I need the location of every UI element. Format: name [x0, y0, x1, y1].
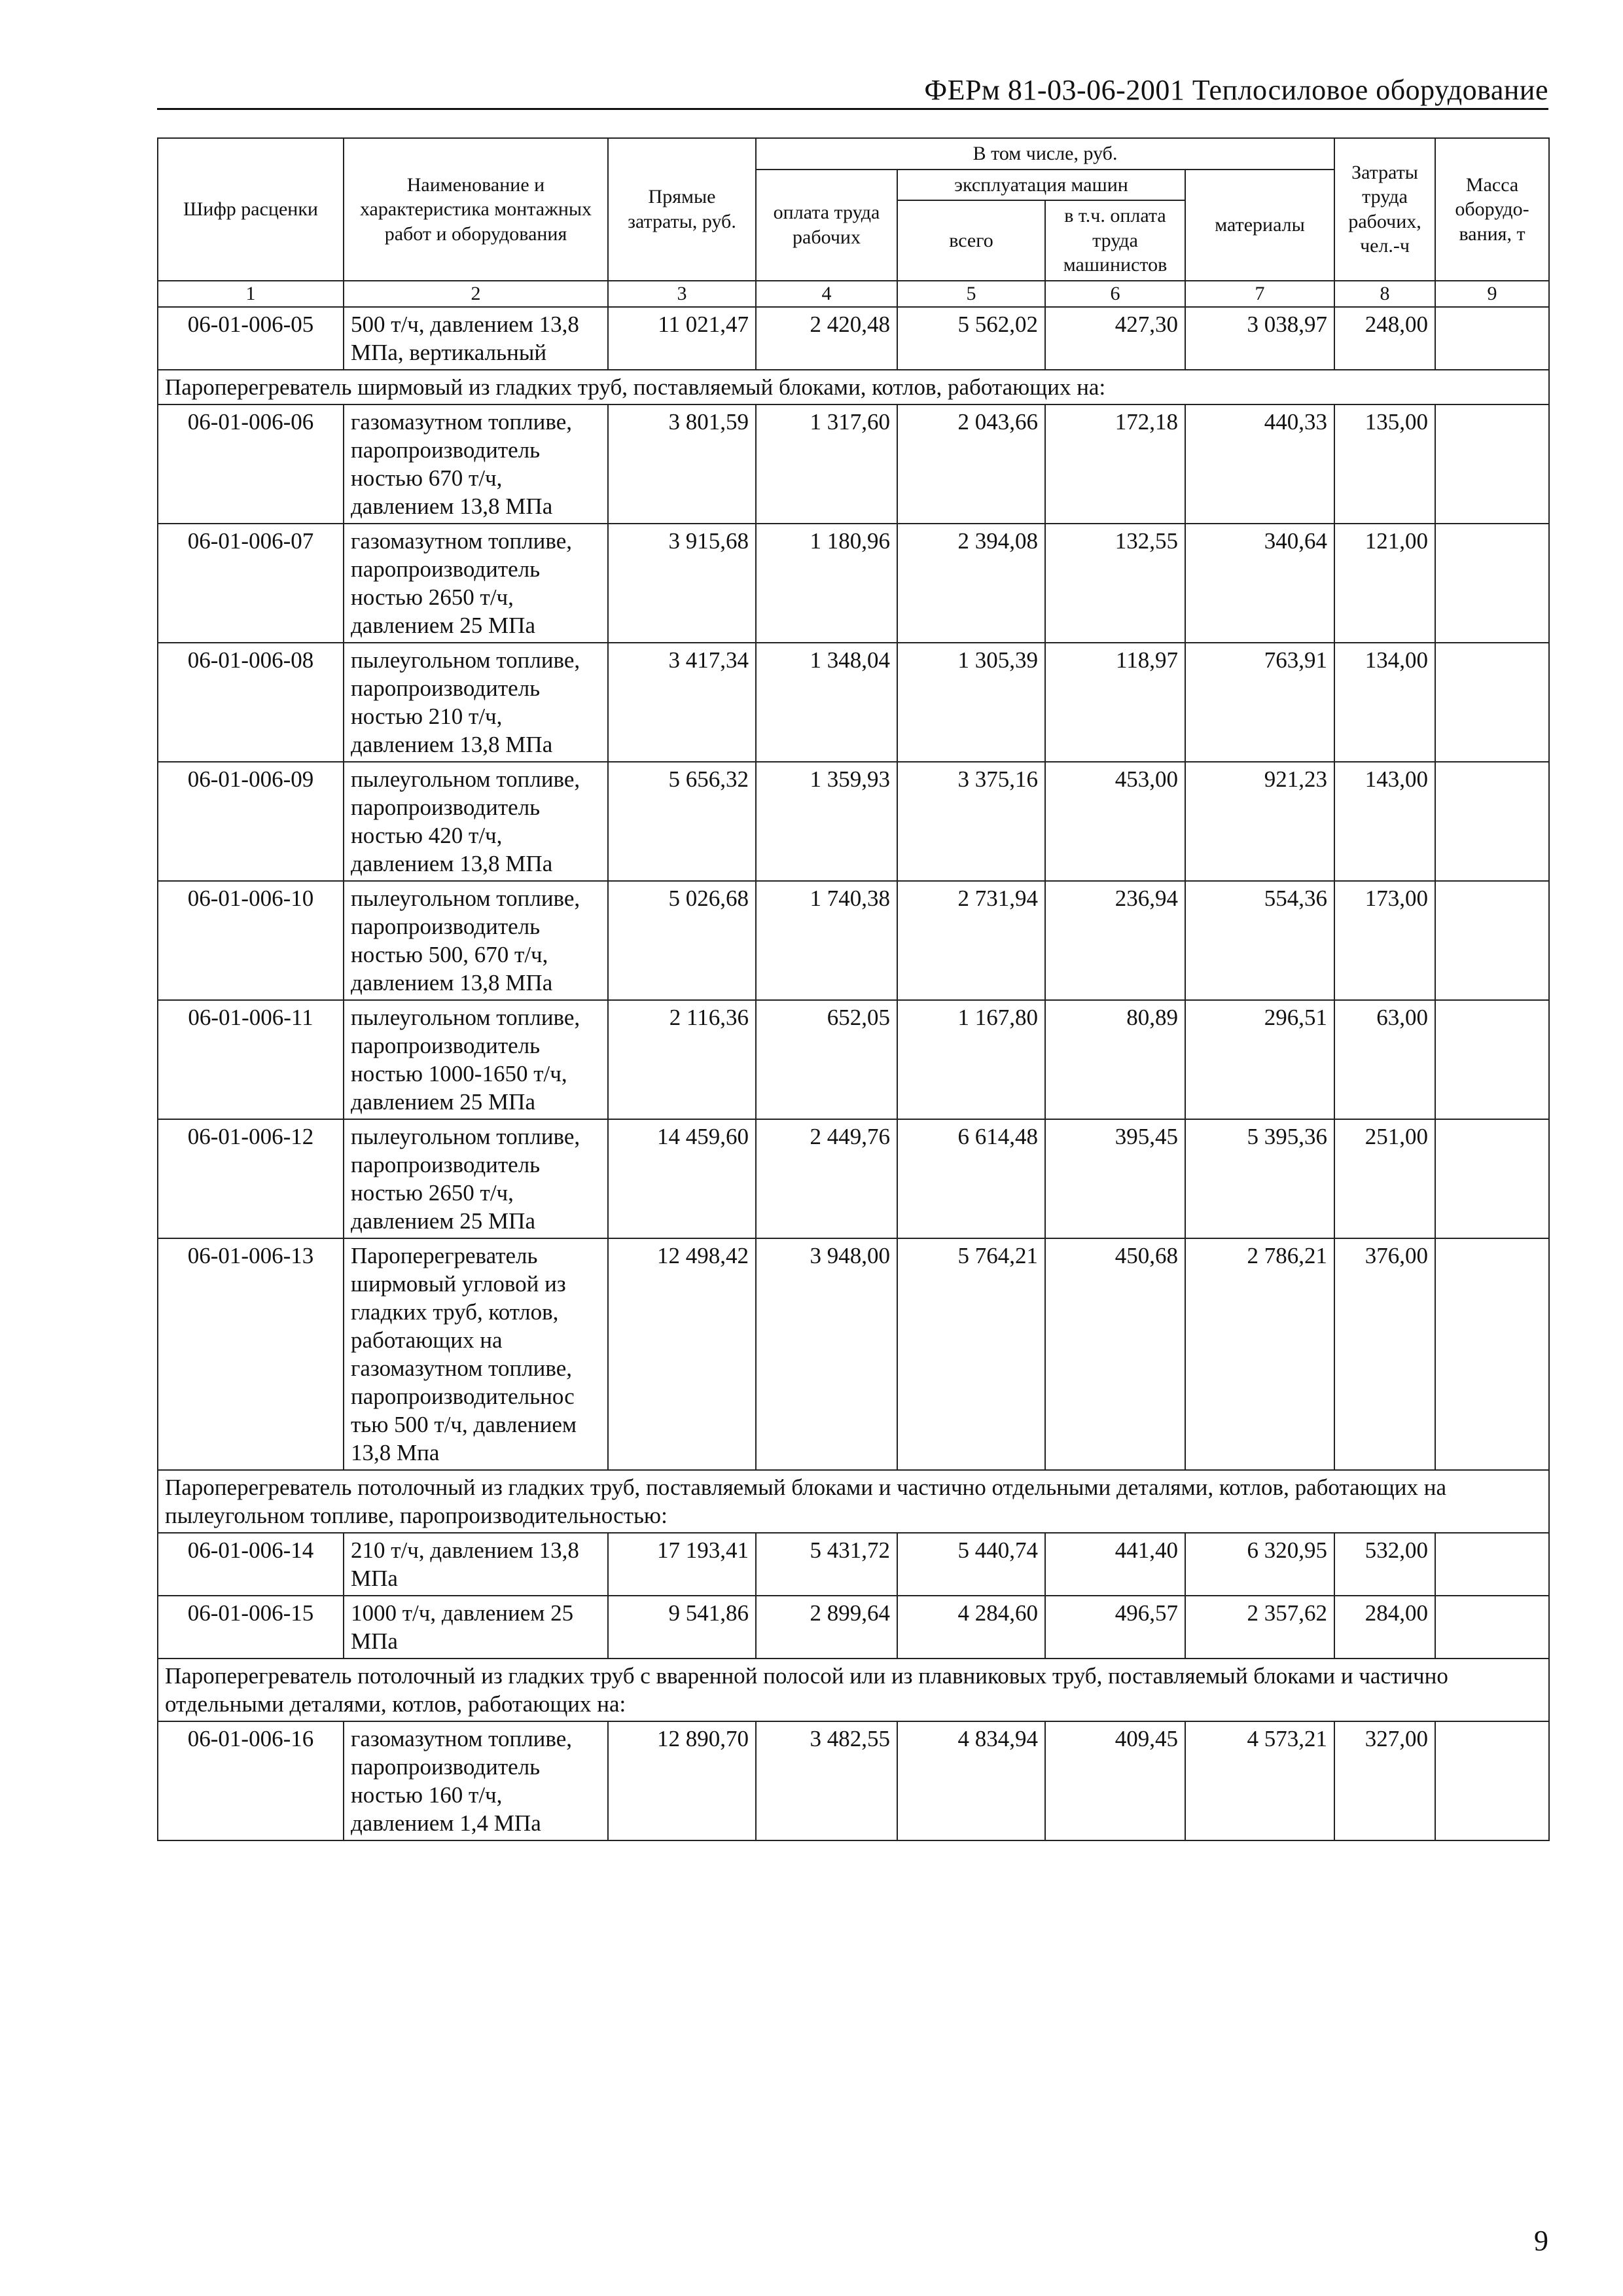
equipment-mass — [1435, 1119, 1549, 1238]
machines-total: 6 614,48 — [897, 1119, 1045, 1238]
labor-pay: 2 420,48 — [756, 307, 897, 370]
work-name: 500 т/ч, давлением 13,8 МПа, вертикальный — [344, 307, 608, 370]
labor-pay: 1 359,93 — [756, 762, 897, 881]
machines-total: 1 167,80 — [897, 1000, 1045, 1119]
header-labor-pay: оплата труда рабочих — [756, 170, 897, 281]
work-name: газомазутном топливе, паропроизводитель ностью 160 т/ч, давлением 1,4 МПа — [344, 1721, 608, 1840]
column-number: 8 — [1334, 281, 1435, 307]
materials-cost: 296,51 — [1185, 1000, 1334, 1119]
work-name: газомазутном топливе, паропроизводитель ностью 670 т/ч, давлением 13,8 МПа — [344, 404, 608, 524]
direct-costs: 5 656,32 — [608, 762, 756, 881]
header-machine-operation: эксплуатация машин — [897, 170, 1185, 201]
labor-hours: 121,00 — [1334, 524, 1435, 643]
rate-code: 06-01-006-10 — [158, 881, 344, 1000]
labor-pay: 1 348,04 — [756, 643, 897, 762]
column-number: 3 — [608, 281, 756, 307]
table-row — [158, 1596, 1549, 1659]
header-name: Наименование и характеристика монтажных работ и оборудования — [344, 138, 608, 281]
machinist-pay: 236,94 — [1045, 881, 1185, 1000]
machines-total: 2 731,94 — [897, 881, 1045, 1000]
labor-pay: 1 740,38 — [756, 881, 897, 1000]
work-name: пылеугольном топливе, паропроизводитель ностью 420 т/ч, давлением 13,8 МПа — [344, 762, 608, 881]
direct-costs: 3 417,34 — [608, 643, 756, 762]
table-row — [158, 524, 1549, 643]
labor-pay: 3 482,55 — [756, 1721, 897, 1840]
table-row — [158, 1119, 1549, 1238]
header-direct-costs: Прямые затраты, руб. — [608, 138, 756, 281]
labor-hours: 532,00 — [1334, 1533, 1435, 1596]
materials-cost: 5 395,36 — [1185, 1119, 1334, 1238]
direct-costs: 2 116,36 — [608, 1000, 756, 1119]
rate-code: 06-01-006-12 — [158, 1119, 344, 1238]
rate-code: 06-01-006-08 — [158, 643, 344, 762]
header-divider — [157, 108, 1548, 110]
column-number: 4 — [756, 281, 897, 307]
rate-code: 06-01-006-13 — [158, 1238, 344, 1470]
equipment-mass — [1435, 1238, 1549, 1470]
materials-cost: 6 320,95 — [1185, 1533, 1334, 1596]
labor-hours: 135,00 — [1334, 404, 1435, 524]
header-equipment-mass: Масса оборудо- вания, т — [1435, 138, 1549, 281]
materials-cost: 3 038,97 — [1185, 307, 1334, 370]
rate-code: 06-01-006-06 — [158, 404, 344, 524]
materials-cost: 554,36 — [1185, 881, 1334, 1000]
table-row — [158, 1238, 1549, 1470]
materials-cost: 340,64 — [1185, 524, 1334, 643]
column-number-row — [158, 281, 1549, 307]
work-name: 1000 т/ч, давлением 25 МПа — [344, 1596, 608, 1659]
direct-costs: 12 498,42 — [608, 1238, 756, 1470]
equipment-mass — [1435, 404, 1549, 524]
header-labor-hours: Затраты труда рабочих, чел.-ч — [1334, 138, 1435, 281]
machinist-pay: 441,40 — [1045, 1533, 1185, 1596]
group-heading-row — [158, 1659, 1549, 1721]
machines-total: 1 305,39 — [897, 643, 1045, 762]
materials-cost: 4 573,21 — [1185, 1721, 1334, 1840]
direct-costs: 11 021,47 — [608, 307, 756, 370]
labor-pay: 3 948,00 — [756, 1238, 897, 1470]
labor-hours: 248,00 — [1334, 307, 1435, 370]
machinist-pay: 496,57 — [1045, 1596, 1185, 1659]
group-heading-row — [158, 370, 1549, 404]
table-row — [158, 762, 1549, 881]
rate-code: 06-01-006-11 — [158, 1000, 344, 1119]
table-row — [158, 404, 1549, 524]
machinist-pay: 450,68 — [1045, 1238, 1185, 1470]
equipment-mass — [1435, 1000, 1549, 1119]
direct-costs: 9 541,86 — [608, 1596, 756, 1659]
materials-cost: 921,23 — [1185, 762, 1334, 881]
machines-total: 2 043,66 — [897, 404, 1045, 524]
equipment-mass — [1435, 524, 1549, 643]
labor-hours: 173,00 — [1334, 881, 1435, 1000]
direct-costs: 3 801,59 — [608, 404, 756, 524]
labor-pay: 5 431,72 — [756, 1533, 897, 1596]
group-heading: Пароперегреватель ширмовый из гладких труб, поставляемый блоками, котлов, работающих на: — [158, 370, 1549, 404]
column-number: 1 — [158, 281, 344, 307]
page-number: 9 — [1534, 2225, 1548, 2257]
equipment-mass — [1435, 643, 1549, 762]
machinist-pay: 395,45 — [1045, 1119, 1185, 1238]
table-row — [158, 1533, 1549, 1596]
equipment-mass — [1435, 1533, 1549, 1596]
machinist-pay: 172,18 — [1045, 404, 1185, 524]
rate-code: 06-01-006-14 — [158, 1533, 344, 1596]
rate-code: 06-01-006-05 — [158, 307, 344, 370]
rates-table — [157, 137, 1550, 1841]
machinist-pay: 453,00 — [1045, 762, 1185, 881]
table-header — [158, 138, 1549, 307]
machines-total: 3 375,16 — [897, 762, 1045, 881]
column-number: 9 — [1435, 281, 1549, 307]
work-name: пылеугольном топливе, паропроизводитель ностью 1000-1650 т/ч, давлением 25 МПа — [344, 1000, 608, 1119]
machines-total: 2 394,08 — [897, 524, 1045, 643]
table-row — [158, 643, 1549, 762]
document-title: ФЕРм 81-03-06-2001 Теплосиловое оборудование — [924, 74, 1548, 106]
header-including: В том числе, руб. — [756, 138, 1334, 170]
machines-total: 4 284,60 — [897, 1596, 1045, 1659]
work-name: 210 т/ч, давлением 13,8 МПа — [344, 1533, 608, 1596]
labor-pay: 2 449,76 — [756, 1119, 897, 1238]
table-row — [158, 881, 1549, 1000]
direct-costs: 14 459,60 — [608, 1119, 756, 1238]
work-name: газомазутном топливе, паропроизводитель ностью 2650 т/ч, давлением 25 МПа — [344, 524, 608, 643]
materials-cost: 2 786,21 — [1185, 1238, 1334, 1470]
machinist-pay: 427,30 — [1045, 307, 1185, 370]
direct-costs: 17 193,41 — [608, 1533, 756, 1596]
machines-total: 4 834,94 — [897, 1721, 1045, 1840]
equipment-mass — [1435, 881, 1549, 1000]
labor-hours: 251,00 — [1334, 1119, 1435, 1238]
machinist-pay: 80,89 — [1045, 1000, 1185, 1119]
labor-pay: 1 180,96 — [756, 524, 897, 643]
group-heading: Пароперегреватель потолочный из гладких труб с вваренной полосой или из плавниковых труб, поставляемый блоками и частично отдельными деталями, котлов, работающих на: — [158, 1659, 1549, 1721]
materials-cost: 440,33 — [1185, 404, 1334, 524]
rate-code: 06-01-006-09 — [158, 762, 344, 881]
column-number: 2 — [344, 281, 608, 307]
header-code: Шифр расценки — [158, 138, 344, 281]
labor-pay: 1 317,60 — [756, 404, 897, 524]
labor-hours: 327,00 — [1334, 1721, 1435, 1840]
labor-pay: 652,05 — [756, 1000, 897, 1119]
table-body — [158, 307, 1549, 1840]
materials-cost: 763,91 — [1185, 643, 1334, 762]
column-number: 6 — [1045, 281, 1185, 307]
table-row — [158, 1000, 1549, 1119]
work-name: Пароперегреватель ширмовый угловой из гладких труб, котлов, работающих на газомазутном топливе, паропроизводительнос тью 500 т/ч, давлением 13,8 Мпа — [344, 1238, 608, 1470]
machinist-pay: 409,45 — [1045, 1721, 1185, 1840]
equipment-mass — [1435, 1721, 1549, 1840]
header-machines-total: всего — [897, 200, 1045, 281]
header-materials: материалы — [1185, 170, 1334, 281]
work-name: пылеугольном топливе, паропроизводитель ностью 210 т/ч, давлением 13,8 МПа — [344, 643, 608, 762]
header-machinist-pay: в т.ч. оплата труда машинистов — [1045, 200, 1185, 281]
group-heading-row — [158, 1470, 1549, 1533]
rate-code: 06-01-006-07 — [158, 524, 344, 643]
rate-code: 06-01-006-15 — [158, 1596, 344, 1659]
machines-total: 5 440,74 — [897, 1533, 1045, 1596]
equipment-mass — [1435, 307, 1549, 370]
materials-cost: 2 357,62 — [1185, 1596, 1334, 1659]
labor-hours: 284,00 — [1334, 1596, 1435, 1659]
labor-pay: 2 899,64 — [756, 1596, 897, 1659]
work-name: пылеугольном топливе, паропроизводитель ностью 500, 670 т/ч, давлением 13,8 МПа — [344, 881, 608, 1000]
work-name: пылеугольном топливе, паропроизводитель ностью 2650 т/ч, давлением 25 МПа — [344, 1119, 608, 1238]
direct-costs: 3 915,68 — [608, 524, 756, 643]
labor-hours: 376,00 — [1334, 1238, 1435, 1470]
labor-hours: 143,00 — [1334, 762, 1435, 881]
table-row — [158, 1721, 1549, 1840]
equipment-mass — [1435, 1596, 1549, 1659]
direct-costs: 12 890,70 — [608, 1721, 756, 1840]
rate-code: 06-01-006-16 — [158, 1721, 344, 1840]
table-row — [158, 307, 1549, 370]
column-number: 5 — [897, 281, 1045, 307]
equipment-mass — [1435, 762, 1549, 881]
group-heading: Пароперегреватель потолочный из гладких труб, поставляемый блоками и частично отдельными деталями, котлов, работающих на пылеугольном топливе, паропроизводительностью: — [158, 1470, 1549, 1533]
machinist-pay: 118,97 — [1045, 643, 1185, 762]
column-number: 7 — [1185, 281, 1334, 307]
machines-total: 5 764,21 — [897, 1238, 1045, 1470]
direct-costs: 5 026,68 — [608, 881, 756, 1000]
machinist-pay: 132,55 — [1045, 524, 1185, 643]
labor-hours: 63,00 — [1334, 1000, 1435, 1119]
machines-total: 5 562,02 — [897, 307, 1045, 370]
labor-hours: 134,00 — [1334, 643, 1435, 762]
